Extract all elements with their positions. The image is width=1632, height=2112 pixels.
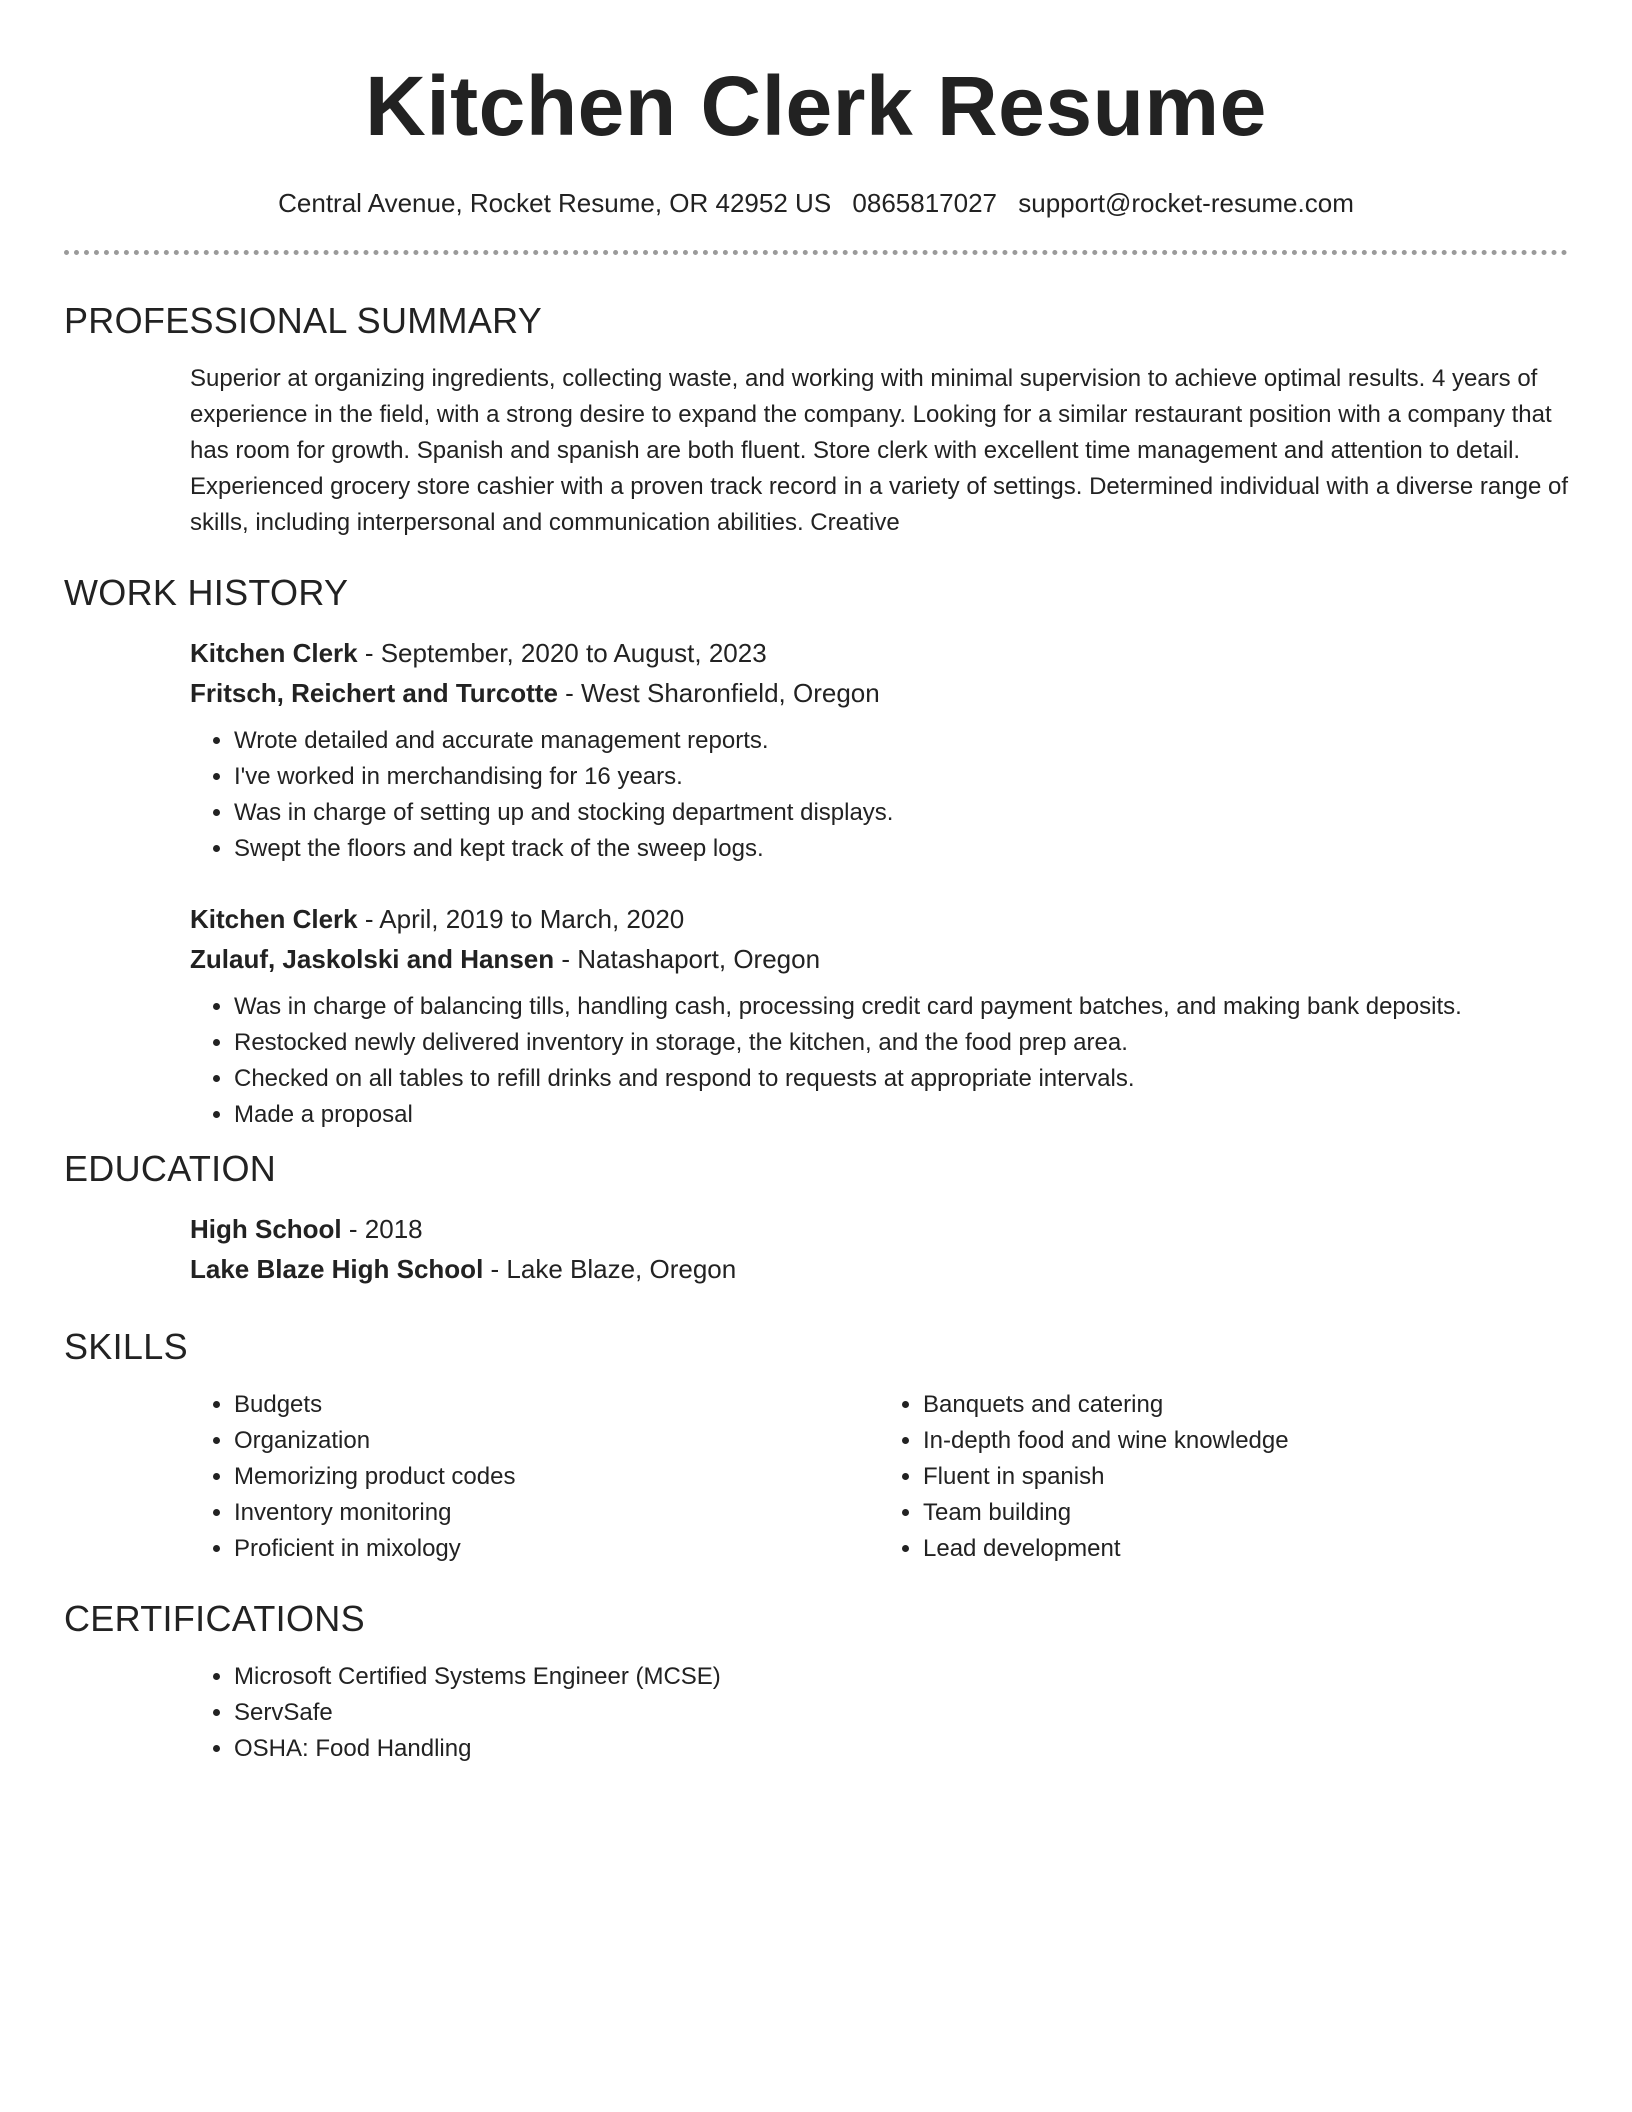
header-divider bbox=[64, 250, 1568, 255]
skills-section bbox=[64, 1325, 1568, 1567]
list-item: • Swept the floors and kept track of the sweep logs. bbox=[234, 831, 1568, 867]
job-location: - West Sharonfield, Oregon bbox=[557, 678, 880, 708]
job-company-line bbox=[190, 939, 1568, 979]
certifications-list bbox=[190, 1659, 1568, 1767]
list-item: • In-depth food and wine knowledge bbox=[923, 1423, 1568, 1459]
education-degree-line bbox=[190, 1209, 1568, 1249]
list-item: • Memorizing product codes bbox=[234, 1459, 879, 1495]
list-item: • Team building bbox=[923, 1495, 1568, 1531]
list-item: • Was in charge of balancing tills, handling cash, processing credit card payment batches, and making bank deposits. bbox=[234, 989, 1568, 1025]
contact-line bbox=[64, 186, 1568, 220]
summary-heading: PROFESSIONAL SUMMARY bbox=[64, 300, 543, 341]
list-item: • Checked on all tables to refill drinks and respond to requests at appropriate intervals. bbox=[234, 1061, 1568, 1097]
education-school: Lake Blaze High School bbox=[190, 1254, 484, 1284]
job-role: Kitchen Clerk bbox=[190, 904, 358, 934]
education-section bbox=[64, 1147, 1568, 1289]
job-title-line bbox=[190, 633, 1568, 673]
list-item: • Made a proposal bbox=[234, 1097, 1568, 1133]
job-entry bbox=[190, 633, 1568, 867]
skills-heading: SKILLS bbox=[64, 1326, 188, 1367]
education-school-line bbox=[190, 1249, 1568, 1289]
summary-section bbox=[64, 299, 1568, 541]
skills-list-left bbox=[190, 1387, 879, 1567]
email: support@rocket-resume.com bbox=[1018, 188, 1354, 218]
certifications-heading: CERTIFICATIONS bbox=[64, 1598, 365, 1639]
list-item: • Lead development bbox=[923, 1531, 1568, 1567]
education-location: - Lake Blaze, Oregon bbox=[483, 1254, 737, 1284]
job-company: Zulauf, Jaskolski and Hansen bbox=[190, 944, 555, 974]
resume-title: Kitchen Clerk Resume bbox=[365, 59, 1267, 153]
skills-list-right bbox=[879, 1387, 1568, 1567]
job-company-line bbox=[190, 673, 1568, 713]
certifications-section bbox=[64, 1597, 1568, 1767]
education-heading: EDUCATION bbox=[64, 1148, 277, 1189]
list-item: • Wrote detailed and accurate management reports. bbox=[234, 723, 1568, 759]
list-item: • ServSafe bbox=[234, 1695, 1568, 1731]
phone: 0865817027 bbox=[852, 188, 998, 218]
job-role: Kitchen Clerk bbox=[190, 638, 358, 668]
work-history-heading: WORK HISTORY bbox=[64, 572, 349, 613]
job-bullets bbox=[190, 989, 1568, 1133]
skills-columns bbox=[64, 1387, 1568, 1567]
job-dates: - April, 2019 to March, 2020 bbox=[357, 904, 685, 934]
address: Central Avenue, Rocket Resume, OR 42952 US bbox=[278, 188, 832, 218]
job-location: - Natashaport, Oregon bbox=[554, 944, 821, 974]
list-item: • Proficient in mixology bbox=[234, 1531, 879, 1567]
list-item: • Banquets and catering bbox=[923, 1387, 1568, 1423]
education-degree: High School bbox=[190, 1214, 342, 1244]
job-title-line bbox=[190, 899, 1568, 939]
list-item: • Inventory monitoring bbox=[234, 1495, 879, 1531]
job-bullets bbox=[190, 723, 1568, 867]
summary-text: Superior at organizing ingredients, collecting waste, and working with minimal supervision to achieve optimal results. 4 years of experience in the field, with a strong desire to expand the company. Looking for a similar restaurant position with a company that has room for growth. Spanish and spanish are both fluent. Store clerk with excellent time management and attention to detail. Experienced grocery store cashier with a proven track record in a variety of settings. Determined individual with a diverse range of skills, including interpersonal and communication abilities. Creative bbox=[190, 365, 1568, 536]
list-item: • Was in charge of setting up and stocking department displays. bbox=[234, 795, 1568, 831]
list-item: • Restocked newly delivered inventory in storage, the kitchen, and the food prep area. bbox=[234, 1025, 1568, 1061]
job-company: Fritsch, Reichert and Turcotte bbox=[190, 678, 558, 708]
list-item: • I've worked in merchandising for 16 years. bbox=[234, 759, 1568, 795]
list-item: • Microsoft Certified Systems Engineer (MCSE) bbox=[234, 1659, 1568, 1695]
job-entry bbox=[190, 899, 1568, 1133]
list-item: • Fluent in spanish bbox=[923, 1459, 1568, 1495]
list-item: • Budgets bbox=[234, 1387, 879, 1423]
list-item: • OSHA: Food Handling bbox=[234, 1731, 1568, 1767]
work-history-section bbox=[64, 571, 1568, 1133]
education-year: - 2018 bbox=[341, 1214, 423, 1244]
list-item: • Organization bbox=[234, 1423, 879, 1459]
job-dates: - September, 2020 to August, 2023 bbox=[357, 638, 767, 668]
